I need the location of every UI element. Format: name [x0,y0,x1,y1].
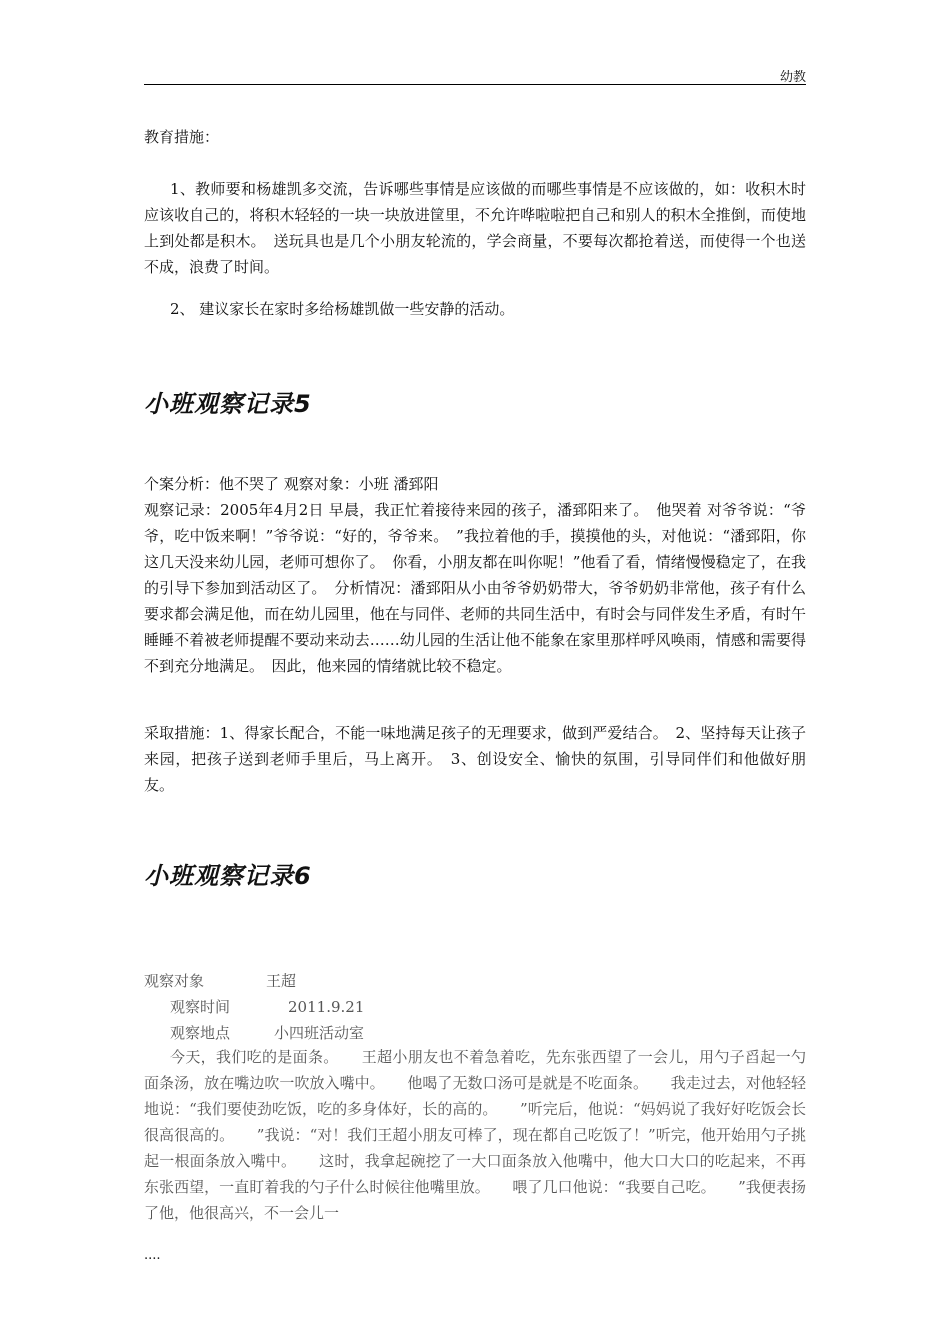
time-label: 观察时间 [170,998,231,1016]
place-label: 观察地点 [170,1024,231,1042]
section-6-body: 今天，我们吃的是面条。 王超小朋友也不着急着吃，先东张西望了一会儿，用勺子舀起一勺面条汤，放在嘴边吹一吹放入嘴中。 他喝了无数口汤可是就是不吃面条。 我走过去，对他轻轻地说：“我们要使劲吃饭，吃的多身体好，长的高的。 ”听完后，他说：“妈妈说了我好好吃饭会长很高很高的。 ”我说：“对！我们王超小朋友可棒了，现在都自己吃饭了！”听完，他开始用勺子挑起一根面条放入嘴中。 这时，我拿起碗挖了一大口面条放入他嘴中，他大口大口的吃起来，不再东张西望，一直盯着我的勺子什么时候往他嘴里放。 喂了几口他说：“我要自己吃。 ”我便表扬了他，他很高兴，不一会儿一 [144,1048,806,1222]
footer-ellipsis: .... [144,1248,161,1263]
section-5-title: 小班观察记录5 [144,390,312,418]
intro-heading: 教育措施： [144,128,220,146]
section-5-record: 观察记录：2005年4月2日 早晨，我正忙着接待来园的孩子，潘郅阳来了。 他哭着 对爷爷说：“爷爷，吃中饭来啊！”爷爷说：“好的，爷爷来。 ”我拉着他的手，摸摸他的头，对他说：“潘郅阳，你这几天没来幼儿园，老师可想你了。 你看，小朋友都在叫你呢！”他看了看，情绪慢慢稳定了，在我的引导下参加到活动区了。 分析情况：潘郅阳从小由爷爷奶奶带大，爷爷奶奶非常他，孩子有什么要求都会满足他，而在幼儿园里，他在与同伴、老师的共同生活中，有时会与同伴发生矛盾，有时午睡睡不着被老师提醒不要动来动去……幼儿园的生活让他不能象在家里那样呼风唤雨，情感和需要得不到充分地满足。 因此，他来园的情绪就比较不稳定。 [144,501,806,675]
intro-paragraph-1: 1、教师要和杨雄凯多交流，告诉哪些事情是应该做的而哪些事情是不应该做的，如：收积木时应该收自己的，将积木轻轻的一块一块放进筐里，不允许哗啦啦把自己和别人的积木全推倒，而使地上到处都是积木。 送玩具也是几个小朋友轮流的，学会商量，不要每次都抢着送，而使得一个也送不成，浪费了时间。 [144,180,806,276]
object-value: 王超 [266,972,297,990]
header-divider [144,84,806,85]
section-5-case-line: 个案分析：他不哭了 观察对象：小班 潘郅阳 [144,475,439,493]
time-value: 2011.9.21 [288,998,365,1016]
object-label: 观察对象 [144,972,205,990]
section-6-time-row [144,994,806,1020]
place-value: 小四班活动室 [274,1024,365,1042]
intro-paragraph-2: 2、 建议家长在家时多给杨雄凯做一些安静的活动。 [170,300,515,318]
header-label: 幼教 [779,70,806,85]
section-6-place-row [144,1020,806,1046]
section-6-title: 小班观察记录6 [144,862,312,890]
section-5-measures: 采取措施：1、得家长配合，不能一味地满足孩子的无理要求，做到严爱结合。 2、坚持每天让孩子来园，把孩子送到老师手里后，马上离开。 3、创设安全、愉快的氛围，引导同伴们和他做好朋友。 [144,724,806,794]
section-6-object-row [144,968,806,994]
